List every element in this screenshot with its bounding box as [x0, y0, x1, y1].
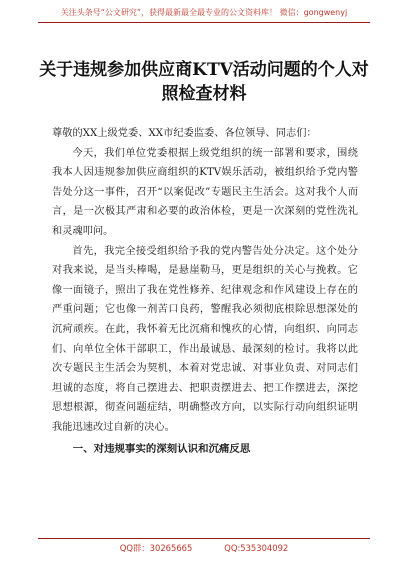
header-banner: [38, 4, 370, 23]
header-banner-text: 关注头条号“公文研究”，获得最新最全最专业的公文资料库！ 微信：gongwenyj: [60, 8, 348, 17]
paragraph-1: 今天，我们单位党委根据上级党组织的统一部署和要求，围绕我本人因违规参加供应商组织的KTV娱乐活动，被组织给予党内警告处分这一事件，召开“以案促改”专题民主生活会。这对我个人而言，是一次极其严肃和必要的政治体检，更是一次深刻的党性洗礼和灵魂叩问。: [52, 147, 358, 237]
salutation: 尊敬的XX上级党委、XX市纪委监委、各位领导、同志们：: [52, 128, 317, 139]
paragraph-2: 首先，我完全接受组织给予我的党内警告处分决定。这个处分对我来说，是当头棒喝，是悬崖勒马，更是组织的关心与挽救。它像一面镜子，照出了我在党性修养、纪律观念和作风建设上存在的严重问题；它也像一剂苦口良药，警醒我必须彻底根除思想深处的沉疴顽疾。在此，我怀着无比沉痛和愧疚的心情，向组织、向同志们、向单位全体干部职工，作出最诚恳、最深刻的检讨。我将以此次专题民主生活会为契机，本着对党忠诚、对事业负责、对同志们坦诚的态度，将自己摆进去、把职责摆进去、把工作摆进去，深挖思想根源，彻查问题症结，明确整改方向，以实际行动向组织证明我能迅速改过自新的决心。: [52, 245, 358, 433]
footer-bar: [38, 538, 370, 555]
document-body: [52, 124, 358, 459]
footer-qq: QQ:535304092: [224, 543, 289, 553]
section-heading: 一、对违规事实的深刻认识和沉痛反思: [72, 442, 251, 455]
document-title: 关于违规参加供应商KTV活动问题的个人对照检查材料: [39, 60, 369, 104]
footer-qq-group: QQ群：30265665: [119, 543, 193, 553]
